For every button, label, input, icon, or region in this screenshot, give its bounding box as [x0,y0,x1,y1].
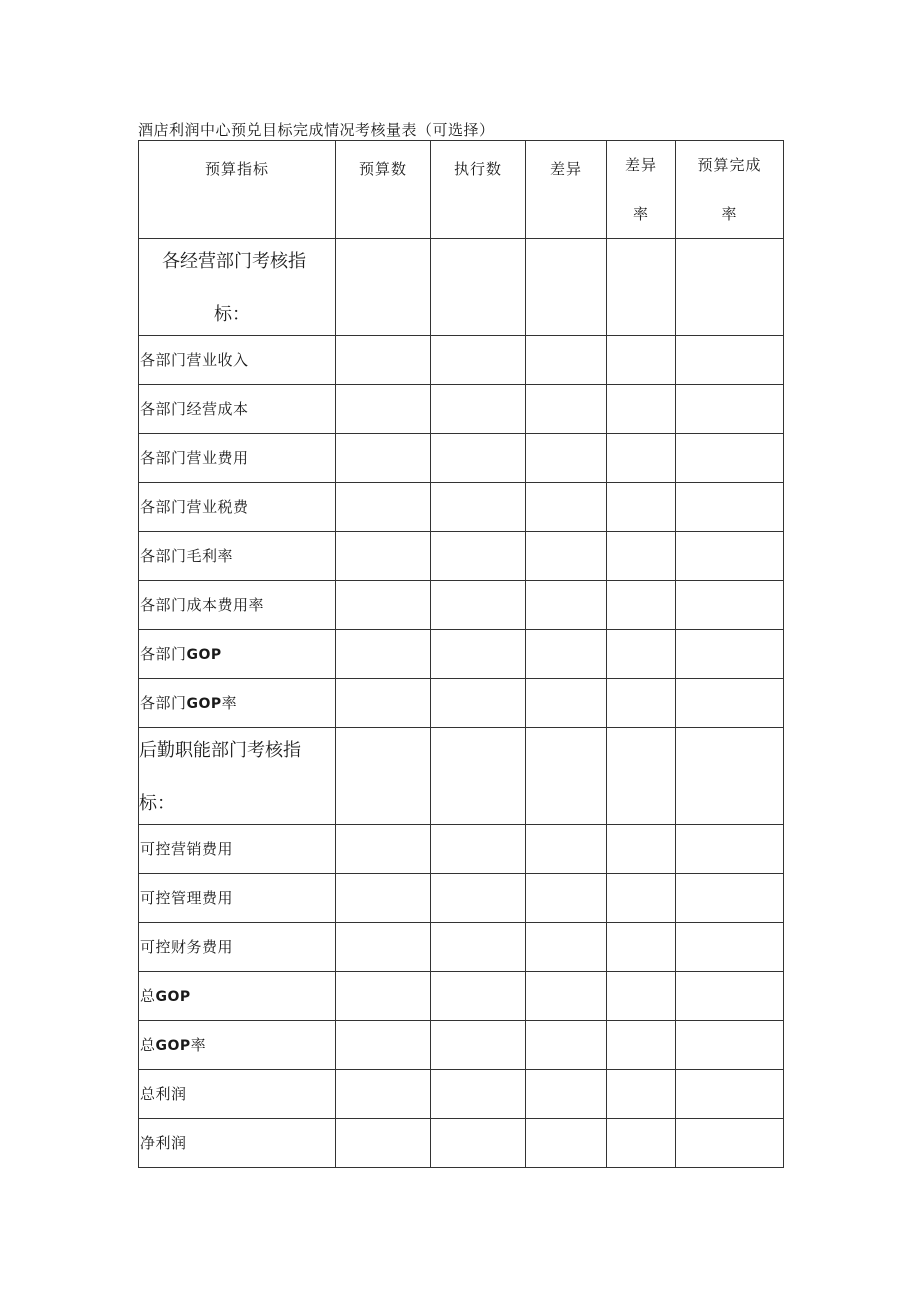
table-row [139,679,784,728]
indicator-label [139,923,335,957]
value-cell [431,728,526,825]
column-header [526,141,607,239]
value-cell [336,336,431,385]
indicator-label-pre: 各部门营业税费 [140,498,249,516]
value-cell [336,1070,431,1119]
value-cell [431,825,526,874]
indicator-label [139,336,335,370]
value-cell [526,434,607,483]
column-header-text: 预算数 [358,160,407,178]
value-cell [607,679,676,728]
indicator-label-pre: 可控财务费用 [140,938,234,956]
indicator-label [139,483,335,517]
column-header-text: 率 [632,205,649,223]
value-cell [526,728,607,825]
indicator-label-pre: 各部门经营成本 [140,400,249,418]
indicator-cell [139,923,336,972]
value-cell [336,630,431,679]
indicator-label-pre: 可控管理费用 [140,889,234,907]
table-row [139,972,784,1021]
value-cell [676,679,784,728]
value-cell [607,239,676,336]
indicator-label-pre: 总 [140,1036,156,1054]
value-cell [607,630,676,679]
value-cell [526,825,607,874]
value-cell [607,1021,676,1070]
table-row [139,336,784,385]
indicator-label-latin: GOP [155,989,191,1005]
value-cell [526,581,607,630]
value-cell [431,385,526,434]
indicator-label-pre: 总利润 [140,1085,187,1103]
value-cell [431,972,526,1021]
indicator-cell [139,385,336,434]
indicator-label-pre: 各部门成本费用率 [140,596,265,614]
indicator-label [139,679,335,713]
column-header-text: 预算完成 [697,156,762,174]
value-cell [676,336,784,385]
table-row [139,630,784,679]
value-cell [431,532,526,581]
indicator-cell [139,1070,336,1119]
value-cell [676,385,784,434]
value-cell [676,1070,784,1119]
value-cell [336,1021,431,1070]
indicator-cell [139,1021,336,1070]
value-cell [607,1070,676,1119]
value-cell [607,923,676,972]
value-cell [607,1119,676,1168]
indicator-label [139,825,335,859]
value-cell [526,923,607,972]
value-cell [676,1021,784,1070]
kpi-table [138,140,784,1168]
section-heading-text: 各经营部门考核指 [162,251,306,272]
section-heading-cell [139,728,336,825]
section-heading-text: 标： [214,304,250,325]
value-cell [676,483,784,532]
value-cell [526,1070,607,1119]
indicator-label [139,1021,335,1055]
value-cell [431,434,526,483]
value-cell [336,728,431,825]
value-cell [431,581,526,630]
indicator-cell [139,874,336,923]
value-cell [526,483,607,532]
indicator-cell [139,336,336,385]
value-cell [336,874,431,923]
table-row [139,1119,784,1168]
indicator-label [139,1070,335,1104]
table-row [139,825,784,874]
column-header-text: 执行数 [453,160,502,178]
value-cell [431,239,526,336]
section-heading-text: 标： [139,793,175,814]
value-cell [431,483,526,532]
column-header-text: 率 [721,205,738,223]
value-cell [526,679,607,728]
column-header-text: 预算指标 [204,160,269,178]
section-heading-cell [139,239,336,336]
table-row [139,532,784,581]
section-row [139,239,784,336]
table-row [139,434,784,483]
value-cell [431,874,526,923]
table-row [139,923,784,972]
value-cell [431,1119,526,1168]
value-cell [336,532,431,581]
indicator-cell [139,581,336,630]
section-row [139,728,784,825]
value-cell [676,1119,784,1168]
value-cell [431,336,526,385]
value-cell [607,532,676,581]
indicator-label-pre: 各部门 [140,645,187,663]
value-cell [676,239,784,336]
column-header-text: 差异 [549,160,582,178]
value-cell [676,728,784,825]
section-heading-text: 后勤职能部门考核指 [139,740,301,761]
value-cell [676,874,784,923]
value-cell [431,1021,526,1070]
indicator-cell [139,972,336,1021]
value-cell [336,434,431,483]
value-cell [607,434,676,483]
value-cell [526,1119,607,1168]
value-cell [607,483,676,532]
value-cell [336,679,431,728]
value-cell [431,923,526,972]
column-header [607,141,676,239]
column-header-text: 差异 [624,156,657,174]
value-cell [336,581,431,630]
value-cell [607,825,676,874]
table-row [139,385,784,434]
indicator-label [139,434,335,468]
value-cell [336,1119,431,1168]
value-cell [607,728,676,825]
indicator-label-post: 率 [190,1036,207,1054]
value-cell [336,972,431,1021]
value-cell [526,1021,607,1070]
table-row [139,1021,784,1070]
value-cell [336,385,431,434]
indicator-label-pre: 可控营销费用 [140,840,234,858]
value-cell [676,825,784,874]
indicator-cell [139,1119,336,1168]
value-cell [607,336,676,385]
value-cell [526,532,607,581]
value-cell [336,239,431,336]
table-row [139,1070,784,1119]
indicator-cell [139,434,336,483]
value-cell [336,825,431,874]
indicator-label [139,874,335,908]
page-title: 酒店利润中心预兑目标完成情况考核量表（可选择） [138,121,495,139]
value-cell [336,923,431,972]
value-cell [676,532,784,581]
indicator-label-post: 率 [221,694,238,712]
indicator-cell [139,679,336,728]
table-row [139,874,784,923]
indicator-label-latin: GOP [186,696,222,712]
value-cell [676,630,784,679]
value-cell [431,630,526,679]
indicator-label [139,972,335,1006]
value-cell [526,972,607,1021]
indicator-label-pre: 各部门毛利率 [140,547,234,565]
indicator-label-pre: 总 [140,987,156,1005]
value-cell [431,679,526,728]
indicator-label-latin: GOP [155,1038,191,1054]
indicator-cell [139,483,336,532]
value-cell [526,336,607,385]
column-header [139,141,336,239]
header-row [139,141,784,239]
table-row [139,483,784,532]
indicator-label-latin: GOP [186,647,222,663]
indicator-label-pre: 各部门营业收入 [140,351,249,369]
value-cell [526,874,607,923]
value-cell [607,581,676,630]
value-cell [526,630,607,679]
indicator-label-pre: 各部门营业费用 [140,449,249,467]
column-header [431,141,526,239]
value-cell [526,385,607,434]
value-cell [607,874,676,923]
value-cell [676,923,784,972]
value-cell [431,1070,526,1119]
value-cell [676,434,784,483]
value-cell [526,239,607,336]
value-cell [607,385,676,434]
indicator-cell [139,532,336,581]
value-cell [607,972,676,1021]
indicator-label [139,532,335,566]
value-cell [676,972,784,1021]
indicator-label-pre: 净利润 [140,1134,187,1152]
indicator-cell [139,825,336,874]
table-row [139,581,784,630]
indicator-cell [139,630,336,679]
column-header [676,141,784,239]
indicator-label [139,1119,335,1153]
value-cell [676,581,784,630]
indicator-label [139,630,335,664]
value-cell [336,483,431,532]
indicator-label [139,385,335,419]
column-header [336,141,431,239]
indicator-label-pre: 各部门 [140,694,187,712]
indicator-label [139,581,335,615]
